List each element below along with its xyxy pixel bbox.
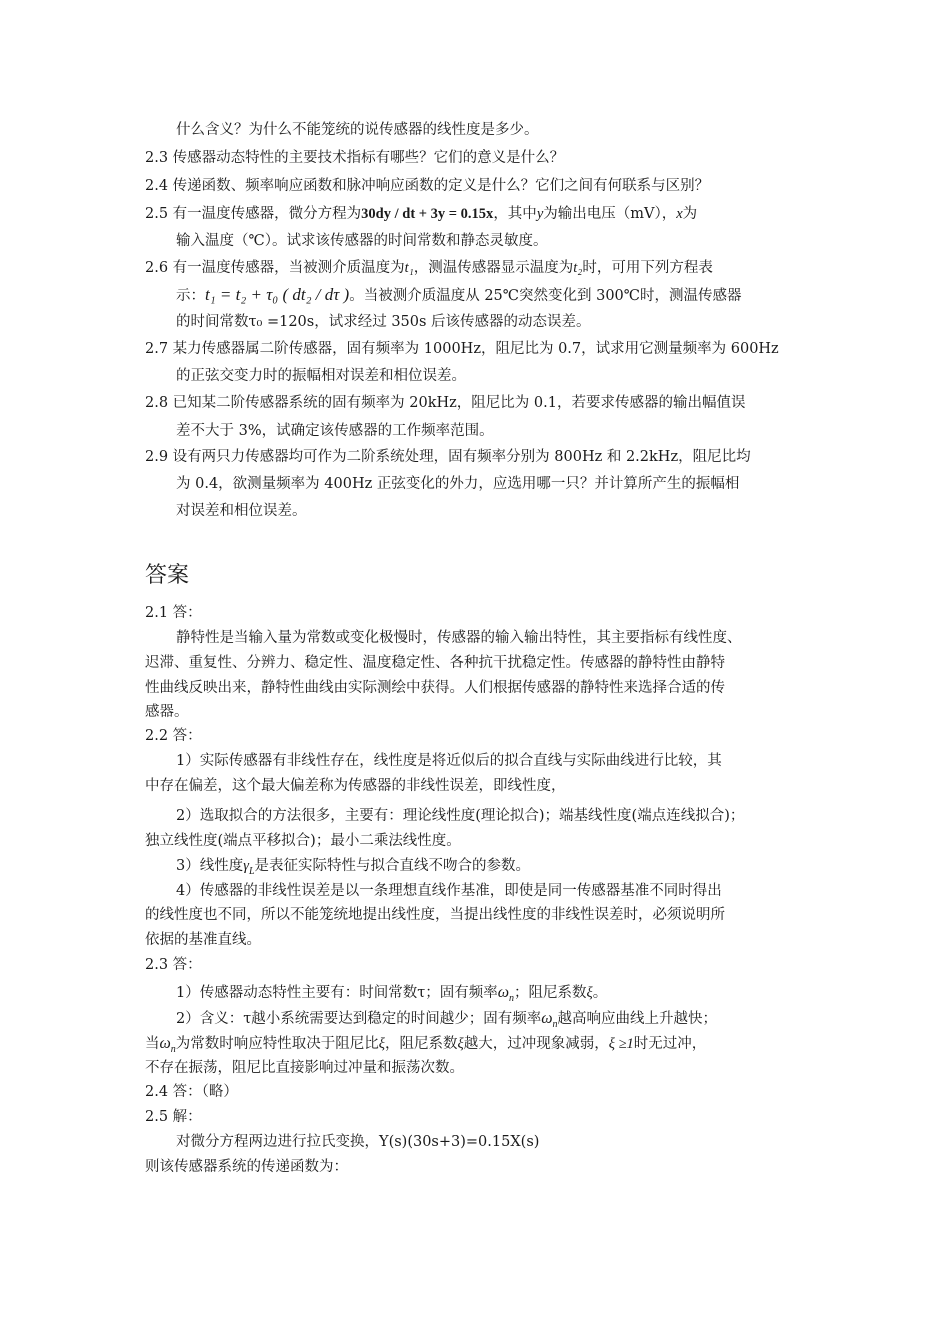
xi-symbol: ξ (378, 1036, 386, 1052)
answer-2-2-item-4: 的线性度也不同，所以不能笼统地提出线性度，当提出线性度的非线性误差时，必须说明所 (145, 907, 725, 923)
answer-2-2-label: 2.2 答： (145, 728, 202, 744)
answers-heading: 答案 (145, 563, 190, 588)
xi-symbol: ξ (457, 1036, 464, 1052)
question-2-6-line1 (145, 258, 713, 278)
question-2-5-line2: 输入温度（℃）。试求该传感器的时间常数和静态灵敏度。 (176, 233, 548, 249)
answer-2-3-item-2-cont: 当$\omega_n$为常数时响应特性取决于阻尼比ξ，阻尼系数ξ越大，过冲现象减弱，ξ ≥1时无过冲， (145, 1035, 707, 1056)
question-2-6-t1: t₁ (404, 260, 414, 276)
omega-n-symbol: $\omega_n$ (541, 1010, 558, 1031)
answer-2-3-label: 2.3 答： (145, 957, 202, 973)
question-2-5-suffix: 为 (682, 206, 698, 222)
question-2-6-text-e: 。当被测介质温度从 25℃突然变化到 300℃时，测温传感器 (349, 288, 742, 304)
question-2-9-line2: 为 0.4，欲测量频率为 400Hz 正弦变化的外力，应选用哪一只？并计算所产生的振幅相 (176, 476, 740, 492)
linearity-symbol: $\gamma_L$ (243, 858, 255, 877)
question-2-3: 2.3 传感器动态特性的主要技术指标有哪些？它们的意义是什么？ (145, 150, 565, 166)
omega-n-symbol: $\omega_n$ (497, 984, 515, 1005)
answer-2-2-item-1: 1）实际传感器有非线性存在，线性度是将近似后的拟合直线与实际曲线进行比较，其 (176, 753, 722, 769)
question-2-6-text-c: 时，可用下列方程表 (582, 260, 713, 276)
answer-2-2-item-3-post: 是表征实际特性与拟合直线不吻合的参数。 (254, 858, 531, 874)
xi-condition: ξ ≥1 (608, 1036, 634, 1052)
answer-2-1-text: 感器。 (145, 704, 189, 720)
question-2-9-line3: 对误差和相位误差。 (176, 503, 307, 519)
question-2-5-var-y: y (536, 206, 544, 222)
answer-2-2-item-2: 独立线性度(端点平移拟合)；最小二乘法线性度。 (145, 833, 461, 849)
question-2-7-line2: 的正弦交变力时的振幅相对误差和相位误差。 (176, 368, 466, 384)
question-2-9-line1: 2.9 设有两只力传感器均可作为二阶系统处理，固有频率分别为 800Hz 和 2.2kHz，阻尼比均 (145, 449, 751, 465)
question-2-6-line3: 的时间常数τ₀ =120s，试求经过 350s 后该传感器的动态误差。 (176, 314, 591, 330)
question-2-5-line1 (145, 204, 697, 224)
answer-2-2-item-2: 2）选取拟合的方法很多，主要有：理论线性度(理论拟合)；端基线性度(端点连线拟合)； (176, 808, 745, 824)
answer-2-1-label: 2.1 答： (145, 605, 202, 621)
answer-2-3-item-1: 1）传感器动态特性主要有：时间常数τ；固有频率$\omega_n$；阻尼系数ξ。 (176, 984, 608, 1005)
question-2-6-text-b: ，测温传感器显示温度为 (413, 260, 574, 276)
answer-2-1-text: 性曲线反映出来，静特性曲线由实际测绘中获得。人们根据传感器的静特性来选择合适的传 (145, 680, 725, 696)
question-2-7-line1: 2.7 某力传感器属二阶传感器，固有频率为 1000Hz，阻尼比为 0.7，试求用它测量频率为 600Hz (145, 341, 779, 357)
answer-2-2-item-4: 4）传感器的非线性误差是以一条理想直线作基准，即使是同一传感器基准不同时得出 (176, 883, 722, 899)
answer-2-2-item-3-pre: 3）线性度 (176, 858, 244, 874)
question-2-6-text-a: 2.6 有一温度传感器，当被测介质温度为 (145, 260, 405, 276)
question-2-5-prefix: 2.5 有一温度传感器，微分方程为 (145, 206, 362, 222)
answer-2-1-text: 迟滞、重复性、分辨力、稳定性、温度稳定性、各种抗干扰稳定性。传感器的静特性由静特 (145, 655, 725, 671)
xi-symbol: ξ (586, 985, 593, 1001)
question-2-5-mid2: 为输出电压（mV）， (543, 206, 677, 222)
question-2-5-equation: 30dy / dt + 3y = 0.15x (361, 206, 494, 222)
question-2-2-continuation: 什么含义？为什么不能笼统的说传感器的线性度是多少。 (176, 122, 539, 138)
answer-2-1-text: 静特性是当输入量为常数或变化极慢时，传感器的输入输出特性，其主要指标有线性度、 (176, 630, 742, 646)
question-2-4: 2.4 传递函数、频率响应函数和脉冲响应函数的定义是什么？它们之间有何联系与区别？ (145, 178, 710, 194)
question-2-6-text-d: 示： (176, 288, 205, 304)
question-2-6-t2: t₂ (573, 260, 583, 276)
answer-2-3-item-2: 2）含义：τ越小系统需要达到稳定的时间越少；固有频率$\omega_n$越高响应曲线上升越快； (176, 1010, 718, 1031)
answer-2-2-item-4: 依据的基准直线。 (145, 932, 261, 948)
question-2-8-line2: 差不大于 3%，试确定该传感器的工作频率范围。 (176, 423, 494, 439)
question-2-8-line1: 2.8 已知某二阶传感器系统的固有频率为 20kHz，阻尼比为 0.1，若要求传感器的输出幅值误 (145, 395, 746, 411)
answer-2-5-line2: 则该传感器系统的传递函数为： (145, 1159, 348, 1175)
question-2-5-var-x: x (676, 206, 683, 222)
question-2-6-equation: t₁ = t₂ + τ₀ ( dt₂ / dτ ) (205, 285, 350, 304)
answer-2-5-line1: 对微分方程两边进行拉氏变换，Y(s)(30s+3)=0.15X(s) (176, 1134, 540, 1150)
question-2-6-line2 (176, 285, 742, 306)
answer-2-4: 2.4 答：（略） (145, 1084, 238, 1100)
answer-2-2-item-1: 中存在偏差，这个最大偏差称为传感器的非线性误差，即线性度， (145, 778, 566, 794)
answer-2-5-label: 2.5 解： (145, 1109, 202, 1125)
answer-2-3-item-2-cont: 不存在振荡，阻尼比直接影响过冲量和振荡次数。 (145, 1060, 464, 1076)
answer-2-2-item-3 (176, 856, 530, 882)
omega-n-symbol: $\omega_n$ (159, 1035, 176, 1056)
question-2-5-mid: ，其中 (493, 206, 537, 222)
